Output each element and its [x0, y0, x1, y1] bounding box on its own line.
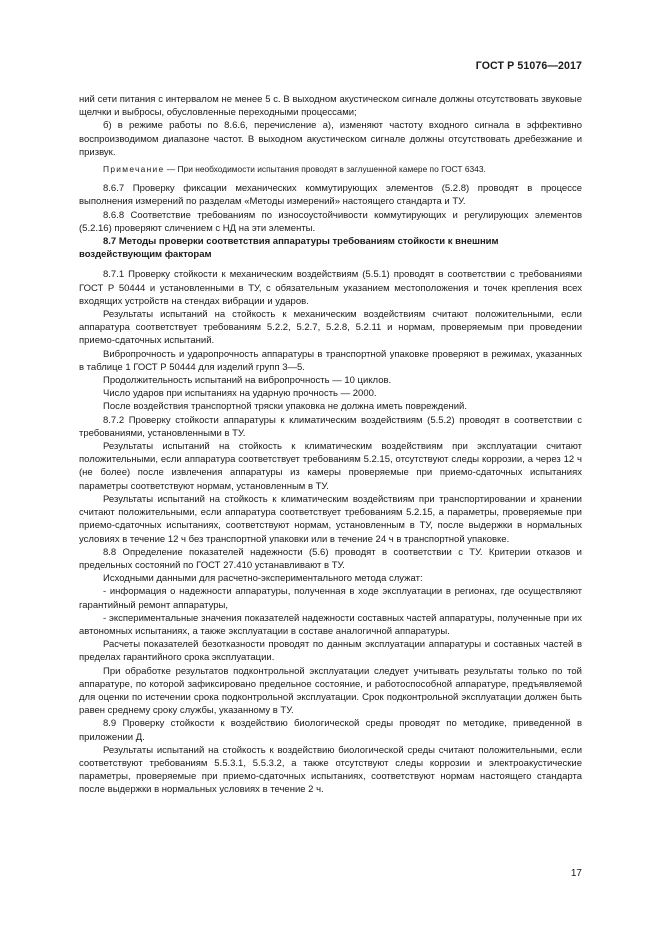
paragraph: Число ударов при испытаниях на ударную прочность — 2000. [103, 388, 377, 400]
list-item: - экспериментальные значения показателей надежности составных частей аппаратуры, полученные при их автономных испытаниях, а также эксплуатации в составе аналогичной аппаратуры. [79, 612, 582, 637]
paragraph: Исходными данными для расчетно-экспериментального метода служат: [103, 573, 423, 585]
paragraph: Вибропрочность и ударопрочность аппаратуры в транспортной упаковке проверяют в режимах, указанных в таблице 1 ГОСТ Р 50444 для изделий групп 3—5. [79, 348, 582, 373]
paragraph: Результаты испытаний на стойкость к механическим воздействиям считают положительными, если аппаратура соответствует требованиям 5.2.2, 5.2.7, 5.2.8, 5.2.11 и нормам, проверяемым при проведении приемо-сдаточных испытаний. [79, 309, 582, 347]
note-label: Примечание [103, 164, 165, 175]
section-heading: 8.7 Методы проверки соответствия аппаратуры требованиям стойкости к внешним воздействующим факторам [79, 236, 499, 261]
paragraph: Расчеты показателей безотказности проводят по данным эксплуатации аппаратуры и составных частей в пределах гарантийного срока эксплуатации. [79, 639, 582, 664]
list-item: - информация о надежности аппаратуры, полученная в ходе эксплуатации в регионах, где осуществляют гарантийный ремонт аппаратуры, [79, 586, 582, 611]
paragraph: 8.9 Проверку стойкости к воздействию биологической среды проводят по методике, приведенной в приложении Д. [79, 718, 582, 743]
paragraph: После воздействия транспортной тряски упаковка не должна иметь повреждений. [103, 401, 468, 413]
paragraph: Продолжительность испытаний на вибропрочность — 10 циклов. [103, 375, 392, 387]
paragraph: Результаты испытаний на стойкость к климатическим воздействиям при транспортировании и хранении считают положительными, если аппаратура соответствует требованиям 5.2.15, а параметры, проверяемые при приемо-сдаточных испытаниях, соответствуют нормам, установленным в ТУ, после выдержки в нормальных условиях в течение 12 ч без транспортной упаковки или в течение 24 ч в транспортной упаковке. [79, 493, 582, 545]
paragraph: ний сети питания с интервалом не менее 5 с. В выходном акустическом сигнале должны отсутствовать звуковые щелчки и выбросы, обусловленные переходными процессами; [79, 94, 582, 119]
page-body [79, 93, 582, 797]
paragraph: б) в режиме работы по 8.6.6, перечисление а), изменяют частоту входного сигнала в эффективно воспроизводимом диапазоне частот. В выходном акустическом сигнале должны отсутствовать дребезжание и призвук. [79, 120, 582, 158]
note-text: — При необходимости испытания проводят в заглушенной камере по ГОСТ 6343. [164, 164, 486, 175]
paragraph: 8.7.2 Проверку стойкости аппаратуры к климатическим воздействиям (5.5.2) проводят в соответствии с требованиями, установленными в ТУ. [79, 414, 582, 439]
document-id: ГОСТ Р 51076—2017 [475, 60, 582, 72]
paragraph: 8.6.8 Соответствие требованиям по износоустойчивости коммутирующих и регулирующих элементов (5.2.16) проверяют сличением с НД на эти элементы. [79, 209, 582, 234]
paragraph: 8.7.1 Проверку стойкости к механическим воздействиям (5.5.1) проводят в соответствии с требованиями ГОСТ Р 50444 и установленными в ТУ, с обязательным указанием местоположения и точек крепления всех входящих устройств на стендах вибрации и ударов. [79, 269, 582, 307]
note [79, 163, 582, 176]
paragraph: Результаты испытаний на стойкость к воздействию биологической среды считают положительными, если соответствуют требованиям 5.5.3.1, 5.5.3.2, а также отсутствуют следы коррозии и электроакустические параметры, проверяемые при приемо-сдаточных испытаниях, соответствуют нормам настоящего стандарта после выдержки в нормальных условиях в течение 2 ч. [79, 744, 582, 796]
page-number: 17 [570, 868, 582, 879]
paragraph: 8.6.7 Проверку фиксации механических коммутирующих элементов (5.2.8) проводят в процессе выполнения измерений по разделам «Методы измерений» настоящего стандарта и ТУ. [79, 183, 582, 208]
paragraph: При обработке результатов подконтрольной эксплуатации следует учитывать результаты только по той аппаратуре, по которой зафиксировано предельное состояние, и работоспособной аппаратуре, предъявляемой для оценки по истечении срока подконтрольной эксплуатации. Срок подконтрольной эксплуатации должен быть равен среднему сроку службы, указанному в ТУ. [79, 665, 582, 717]
paragraph: 8.8 Определение показателей надежности (5.6) проводят в соответствии с ТУ. Критерии отказов и предельных состояний по ГОСТ 27.410 устанавливают в ТУ. [79, 546, 582, 571]
paragraph: Результаты испытаний на стойкость к климатическим воздействиям при эксплуатации считают положительными, если аппаратура соответствует требованиям 5.2.15, отсутствуют следы коррозии, а через 12 ч (не более) после извлечения аппаратуры из камеры проверяемые при приемо-сдаточных испытаниях параметры соответствуют нормам, установленным в ТУ. [79, 441, 582, 492]
